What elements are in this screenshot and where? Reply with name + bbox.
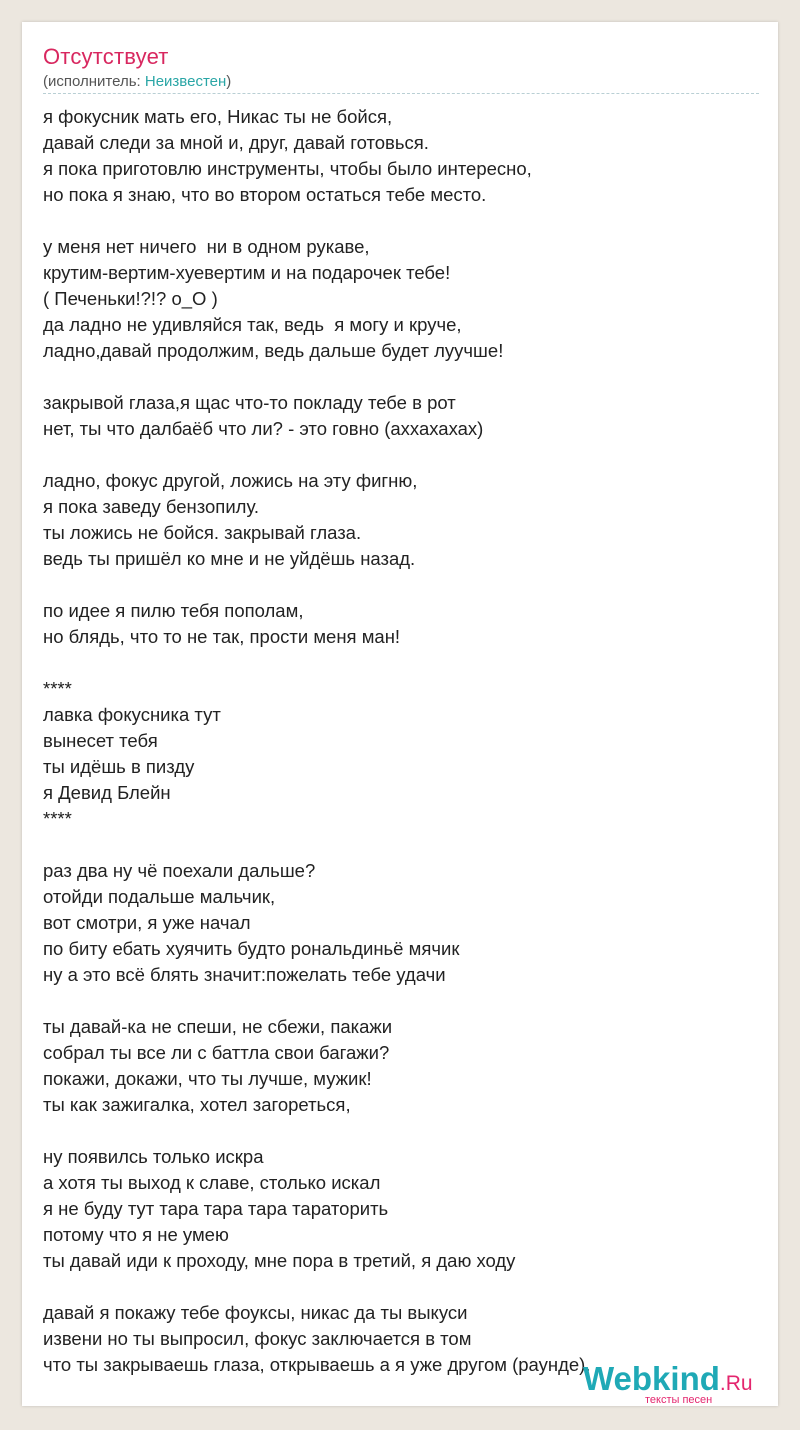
lyric-line: а хотя ты выход к славе, столько искал <box>43 1172 381 1193</box>
lyric-line <box>43 1274 759 1300</box>
lyric-line: собрал ты все ли с баттла свои багажи? <box>43 1042 390 1063</box>
lyric-line: ты давай иди к проходу, мне пора в третий, я даю ходу <box>43 1250 516 1271</box>
lyric-line <box>43 442 759 468</box>
header-divider <box>43 93 759 94</box>
lyric-line: ( Печеньки!?!? о_О ) <box>43 288 218 309</box>
lyric-line: лавка фокусника тут <box>43 704 221 725</box>
lyric-line <box>43 364 759 390</box>
lyric-line: я фокусник мать его, Никас ты не бойся, <box>43 106 393 127</box>
artist-line <box>43 73 231 90</box>
lyric-line: покажи, докажи, что ты лучше, мужик! <box>43 1068 372 1089</box>
artist-suffix: ) <box>226 73 232 90</box>
lyric-line: вот смотри, я уже начал <box>43 912 251 933</box>
lyric-line: по биту ебать хуячить будто рональдиньё мячик <box>43 938 460 959</box>
lyric-line: я не буду тут тара тара тара тараторить <box>43 1198 389 1219</box>
artist-link[interactable]: Неизвестен <box>144 73 227 90</box>
lyric-line <box>43 1118 759 1144</box>
webkind-logo <box>583 1361 773 1409</box>
lyric-line: давай я покажу тебе фоуксы, никас да ты выкуси <box>43 1302 468 1323</box>
lyrics-card <box>22 22 778 1406</box>
artist-prefix: (исполнитель: <box>43 73 145 90</box>
lyric-line <box>43 832 759 858</box>
lyric-line: **** <box>43 678 72 699</box>
lyric-line: закрывой глаза,я щас что-то покладу тебе в рот <box>43 392 456 413</box>
lyric-line: ты ложись не бойся. закрывай глаза. <box>43 522 362 543</box>
lyric-line <box>43 572 759 598</box>
lyric-line: ну а это всё блять значит:пожелать тебе удачи <box>43 964 446 985</box>
lyrics-text <box>43 104 759 1378</box>
lyric-line: я пока приготовлю инструменты, чтобы было интересно, <box>43 158 532 179</box>
lyric-line: ты как зажигалка, хотел загореться, <box>43 1094 351 1115</box>
lyric-line: ладно, фокус другой, ложись на эту фигню, <box>43 470 418 491</box>
lyric-line: раз два ну чё поехали дальше? <box>43 860 316 881</box>
lyric-line <box>43 650 759 676</box>
lyric-line: крутим-вертим-хуевертим и на подарочек тебе! <box>43 262 451 283</box>
lyric-line: что ты закрываешь глаза, открываешь а я уже другом (раунде). <box>43 1354 591 1375</box>
lyric-line: по идее я пилю тебя пополам, <box>43 600 304 621</box>
song-title: Отсутствует <box>43 44 169 69</box>
logo-brand: Webkind <box>583 1360 720 1397</box>
lyric-line: я пока заведу бензопилу. <box>43 496 259 517</box>
lyric-line <box>43 208 759 234</box>
lyric-line: да ладно не удивляйся так, ведь я могу и круче, <box>43 314 462 335</box>
lyric-line: я Девид Блейн <box>43 782 171 803</box>
logo-tld: .Ru <box>719 1372 753 1395</box>
lyric-line: ведь ты пришёл ко мне и не уйдёшь назад. <box>43 548 416 569</box>
lyric-line: ты идёшь в пизду <box>43 756 195 777</box>
lyric-line: ты давай-ка не спеши, не сбежи, пакажи <box>43 1016 393 1037</box>
lyric-line: но блядь, что то не так, прости меня ман! <box>43 626 401 647</box>
lyric-line: вынесет тебя <box>43 730 158 751</box>
lyric-line: нет, ты что далбаёб что ли? - это говно (аххахахах) <box>43 418 484 439</box>
lyric-line: извени но ты выпросил, фокус заключается в том <box>43 1328 472 1349</box>
lyric-line <box>43 988 759 1014</box>
lyric-line: у меня нет ничего ни в одном рукаве, <box>43 236 370 257</box>
lyric-line: отойди подальше мальчик, <box>43 886 276 907</box>
lyric-line: ладно,давай продолжим, ведь дальше будет луучше! <box>43 340 504 361</box>
lyric-line: **** <box>43 808 72 829</box>
lyric-line: ну появилсь только искра <box>43 1146 264 1167</box>
lyric-line: давай следи за мной и, друг, давай готовься. <box>43 132 429 153</box>
lyric-line: потому что я не умею <box>43 1224 229 1245</box>
logo-tagline: тексты песен <box>645 1394 713 1406</box>
lyric-line: но пока я знаю, что во втором остаться тебе место. <box>43 184 487 205</box>
